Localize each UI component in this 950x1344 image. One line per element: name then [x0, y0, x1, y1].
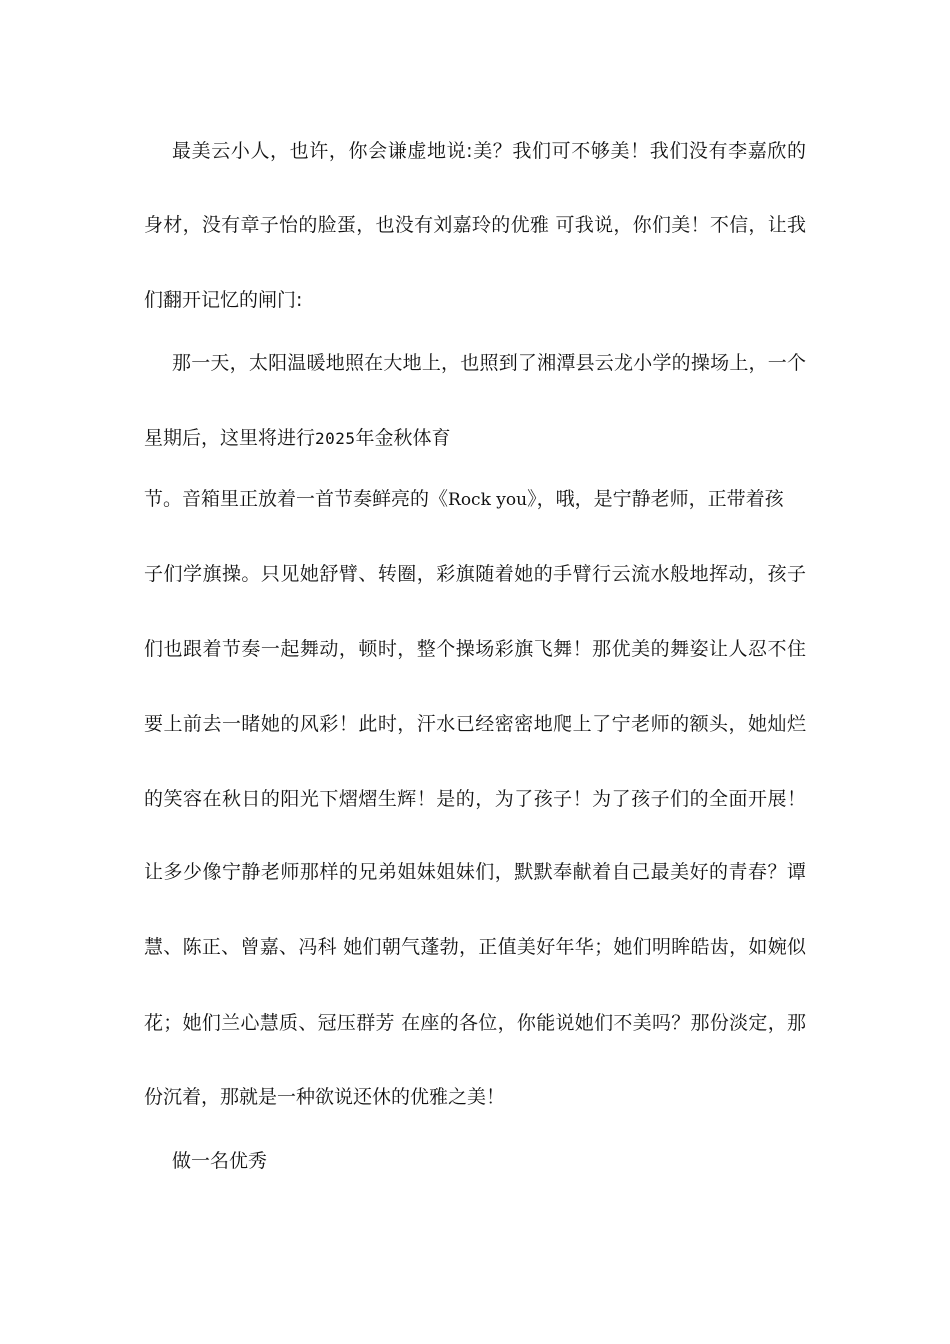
paragraph-1-line-2: 身材，没有章子怡的脸蛋，也没有刘嘉玲的优雅 可我说，你们美！不信，让我 [144, 214, 806, 236]
paragraph-2-line-2-text-b: 年金秋体育 [355, 427, 451, 449]
paragraph-2-line-6: 要上前去一睹她的风彩！此时，汗水已经密密地爬上了宁老师的额头，她灿烂 [144, 713, 806, 735]
paragraph-2-line-5: 们也跟着节奏一起舞动，顿时，整个操场彩旗飞舞！那优美的舞姿让人忍不住 [144, 638, 806, 660]
paragraph-2-line-7: 的笑容在秋日的阳光下熠熠生辉！是的，为了孩子！为了孩子们的全面开展！ [144, 788, 806, 810]
paragraph-2-line-2-year: 2025 [315, 429, 356, 448]
paragraph-1-line-1: 最美云小人，也许，你会谦虚地说:美？我们可不够美！我们没有李嘉欣的 [172, 140, 806, 162]
paragraph-2-line-3-text-b: 》，哦，是宁静老师，正带着孩 [527, 488, 784, 510]
paragraph-2-line-1: 那一天，太阳温暖地照在大地上，也照到了湘潭县云龙小学的操场上，一个 [172, 352, 806, 374]
paragraph-2-line-8: 让多少像宁静老师那样的兄弟姐妹姐妹们，默默奉献着自己最美好的青春？谭 [144, 861, 806, 883]
paragraph-2-line-3-text-a: 节。音箱里正放着一首节奏鲜亮的《 [144, 488, 449, 510]
paragraph-2-line-2 [144, 425, 806, 452]
paragraph-2-line-3 [144, 486, 806, 513]
paragraph-2-line-3-song: Rock you [448, 490, 528, 510]
paragraph-2-line-9: 慧、陈正、曾嘉、冯科 她们朝气蓬勃，正值美好年华；她们明眸皓齿，如婉似 [144, 936, 806, 958]
paragraph-2-line-11: 份沉着，那就是一种欲说还休的优雅之美！ [144, 1086, 506, 1108]
paragraph-2-line-10: 花；她们兰心慧质、冠压群芳 在座的各位，你能说她们不美吗？那份淡定，那 [144, 1012, 806, 1034]
paragraph-1-line-3: 们翻开记忆的闸门: [144, 289, 303, 311]
paragraph-2-line-4: 子们学旗操。只见她舒臂、转圈，彩旗随着她的手臂行云流水般地挥动，孩子 [144, 563, 806, 585]
paragraph-2-line-2-text-a: 星期后，这里将进行 [144, 427, 316, 449]
paragraph-3-line-1: 做一名优秀 [172, 1150, 268, 1172]
